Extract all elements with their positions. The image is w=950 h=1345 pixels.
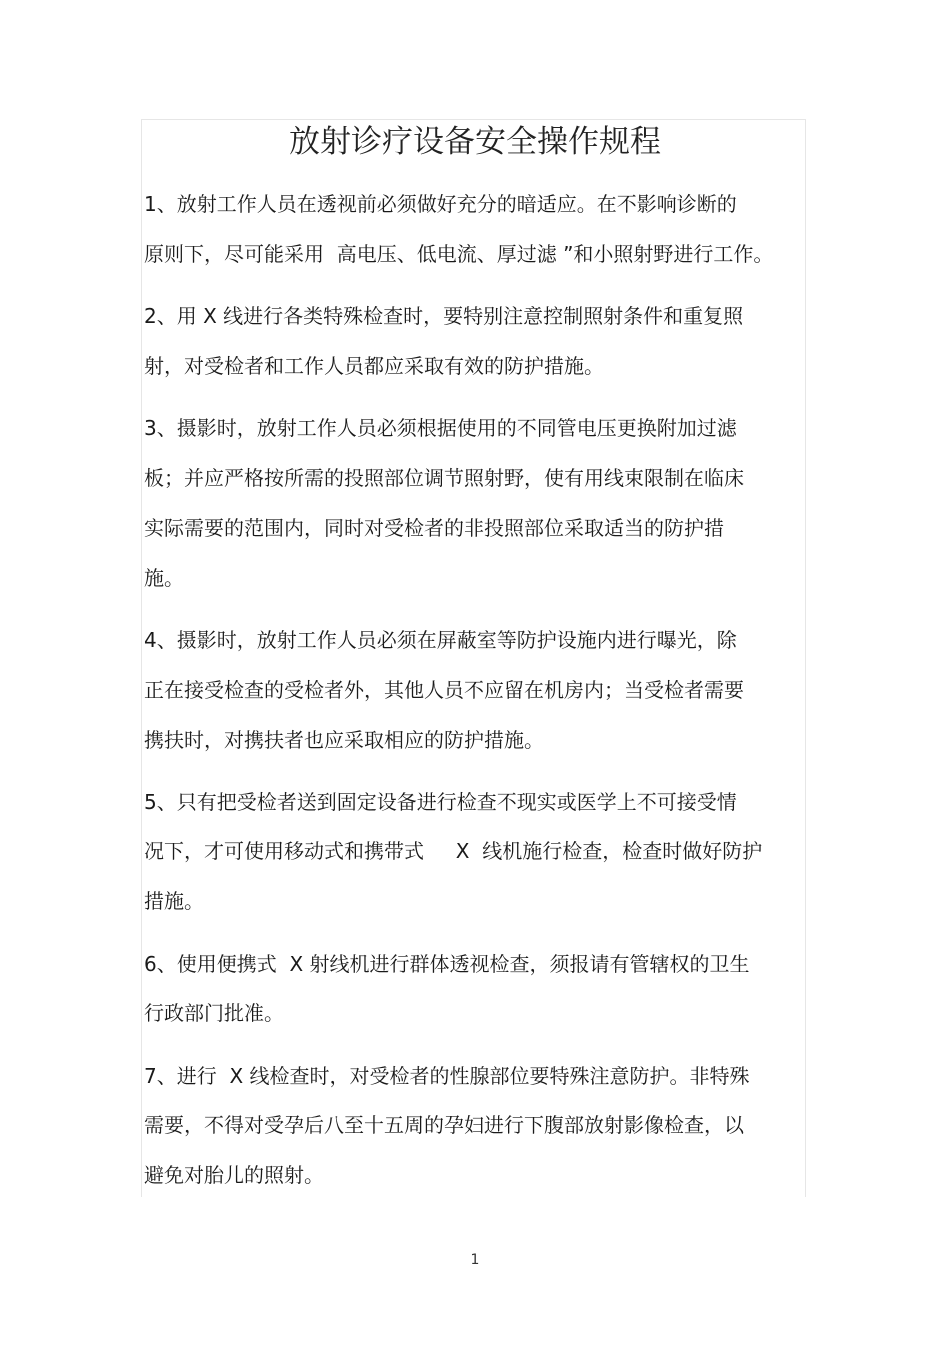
paragraph-6-line-2: 行政部门批准。	[144, 1001, 284, 1025]
paragraph-4-line-3: 携扶时，对携扶者也应采取相应的防护措施。	[144, 728, 544, 752]
paragraph-3-line-4: 施。	[144, 566, 184, 590]
page-frame	[141, 119, 806, 1197]
paragraph-7-line-1: 7、进行 X 线检查时，对受检者的性腺部位要特殊注意防护。非特殊	[144, 1064, 750, 1088]
paragraph-1-line-2: 原则下，尽可能采用 高电压、低电流、厚过滤 ”和小照射野进行工作。	[144, 242, 774, 266]
paragraph-4-line-2: 正在接受检查的受检者外，其他人员不应留在机房内；当受检者需要	[144, 678, 744, 702]
paragraph-2-line-2: 射，对受检者和工作人员都应采取有效的防护措施。	[144, 354, 604, 378]
paragraph-7-line-2: 需要，不得对受孕后八至十五周的孕妇进行下腹部放射影像检查，以	[144, 1113, 744, 1137]
paragraph-5-line-1: 5、只有把受检者送到固定设备进行检查不现实或医学上不可接受情	[144, 790, 737, 814]
paragraph-5-line-2: 况下，才可使用移动式和携带式 X 线机施行检查，检查时做好防护	[144, 839, 763, 863]
paragraph-3-line-1: 3、摄影时，放射工作人员必须根据使用的不同管电压更换附加过滤	[144, 416, 737, 440]
paragraph-3-line-3: 实际需要的范围内，同时对受检者的非投照部位采取适当的防护措	[144, 516, 724, 540]
paragraph-1-line-1: 1、放射工作人员在透视前必须做好充分的暗适应。在不影响诊断的	[144, 192, 737, 216]
document-title: 放射诊疗设备安全操作规程	[289, 124, 661, 160]
paragraph-4-line-1: 4、摄影时，放射工作人员必须在屏蔽室等防护设施内进行曝光，除	[144, 628, 737, 652]
paragraph-6-line-1: 6、使用便携式 X 射线机进行群体透视检查，须报请有管辖权的卫生	[144, 952, 750, 976]
page-number: 1	[470, 1252, 480, 1268]
paragraph-5-line-3: 措施。	[144, 889, 204, 913]
paragraph-2-line-1: 2、用 X 线进行各类特殊检查时，要特别注意控制照射条件和重复照	[144, 304, 744, 328]
paragraph-7-line-3: 避免对胎儿的照射。	[144, 1163, 324, 1187]
paragraph-3-line-2: 板；并应严格按所需的投照部位调节照射野，使有用线束限制在临床	[144, 466, 744, 490]
